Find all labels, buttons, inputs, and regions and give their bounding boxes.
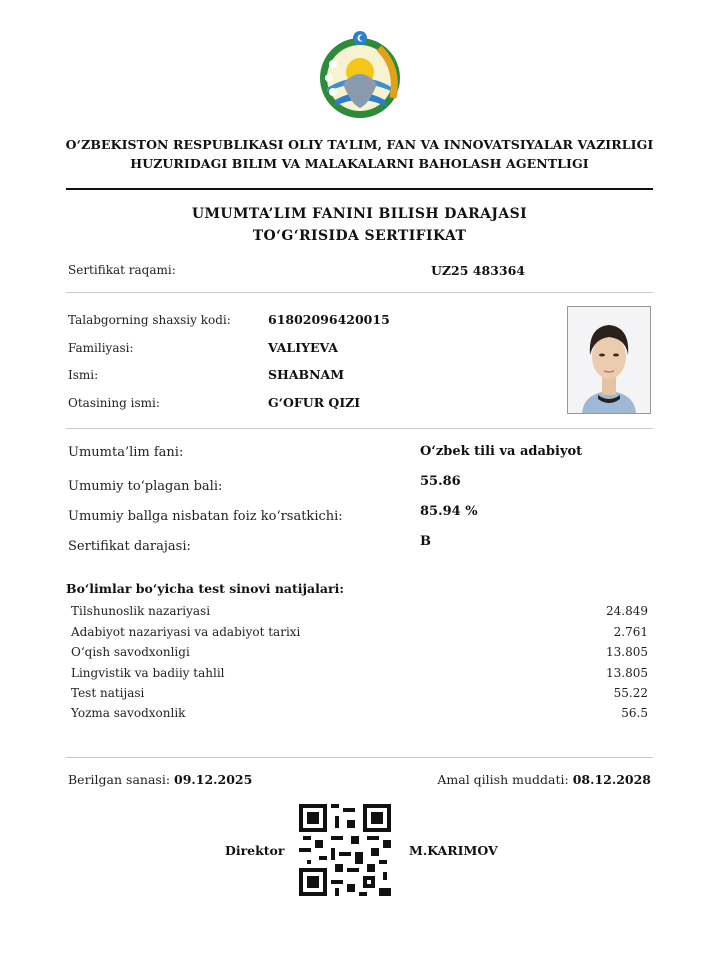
sections-heading: Bo‘limlar bo‘yicha test sinovi natijalari: [66, 581, 344, 596]
valid-until-label: Amal qilish muddati: [437, 772, 569, 787]
issue-date [68, 772, 252, 787]
level-label: Sertifikat darajasi: [68, 539, 191, 554]
qr-code-icon[interactable] [299, 804, 391, 896]
section-name: Yozma savodxonlik [71, 706, 186, 720]
valid-until-value: 08.12.2028 [572, 772, 651, 787]
section-row [71, 666, 648, 686]
divider [66, 292, 653, 293]
section-score: 55.22 [613, 686, 648, 700]
issue-date-value: 09.12.2025 [174, 772, 253, 787]
patronymic-label: Otasining ismi: [68, 396, 160, 410]
section-row [71, 645, 648, 665]
applicant-photo [567, 306, 651, 414]
certificate-title-line2: TO‘G‘RISIDA SERTIFIKAT [252, 228, 467, 244]
section-row [71, 706, 648, 726]
subject-value: O‘zbek tili va adabiyot [420, 444, 583, 459]
section-name: Tilshunoslik nazariyasi [71, 604, 211, 618]
subject-label: Umumta’lim fani: [68, 445, 184, 460]
percentage-label: Umumiy ballga nisbatan foiz ko‘rsatkichi: [68, 509, 343, 524]
section-score: 2.761 [613, 625, 648, 639]
surname-value: VALIYEVA [268, 340, 338, 355]
organization-name-line2: HUZURIDAGI BILIM VA MALAKALARNI BAHOLASH AGENTLIGI [130, 156, 589, 171]
divider [66, 428, 653, 429]
certificate-number-value: UZ25 483364 [431, 263, 525, 278]
section-name: Adabiyot nazariyasi va adabiyot tarixi [71, 625, 301, 639]
total-score-label: Umumiy to‘plagan bali: [68, 479, 223, 494]
director-name: M.KARIMOV [409, 843, 498, 858]
section-name: Test natijasi [71, 686, 145, 700]
surname-label: Familiyasi: [68, 341, 134, 355]
section-score: 13.805 [606, 666, 648, 680]
personal-code-label: Talabgorning shaxsiy kodi: [68, 313, 231, 327]
divider [66, 757, 653, 758]
header-divider [66, 188, 653, 190]
personal-code-value: 61802096420015 [268, 312, 390, 327]
organization-name-line1: O‘ZBEKISTON RESPUBLIKASI OLIY TA’LIM, FAN VA INNOVATSIYALAR VAZIRLIGI [65, 137, 654, 152]
section-score: 24.849 [606, 604, 648, 618]
director-label: Direktor [225, 843, 285, 858]
section-name: O‘qish savodxonligi [71, 645, 190, 659]
first-name-value: SHABNAM [268, 367, 345, 382]
percentage-value: 85.94 % [420, 504, 478, 519]
certificate-number-label: Sertifikat raqami: [68, 263, 176, 277]
certificate-title-line1: UMUMTA’LIM FANINI BILISH DARAJASI [191, 206, 528, 222]
valid-until [437, 772, 651, 787]
level-value: B [420, 534, 431, 549]
section-name: Lingvistik va badiiy tahlil [71, 666, 225, 680]
state-emblem-icon [313, 28, 407, 122]
section-score: 56.5 [621, 706, 648, 720]
total-score-value: 55.86 [420, 474, 461, 489]
patronymic-value: G‘OFUR QIZI [268, 395, 361, 410]
section-row [71, 625, 648, 645]
section-score: 13.805 [606, 645, 648, 659]
section-row [71, 686, 648, 706]
section-row [71, 604, 648, 624]
first-name-label: Ismi: [68, 368, 99, 382]
issue-date-label: Berilgan sanasi: [68, 772, 171, 787]
